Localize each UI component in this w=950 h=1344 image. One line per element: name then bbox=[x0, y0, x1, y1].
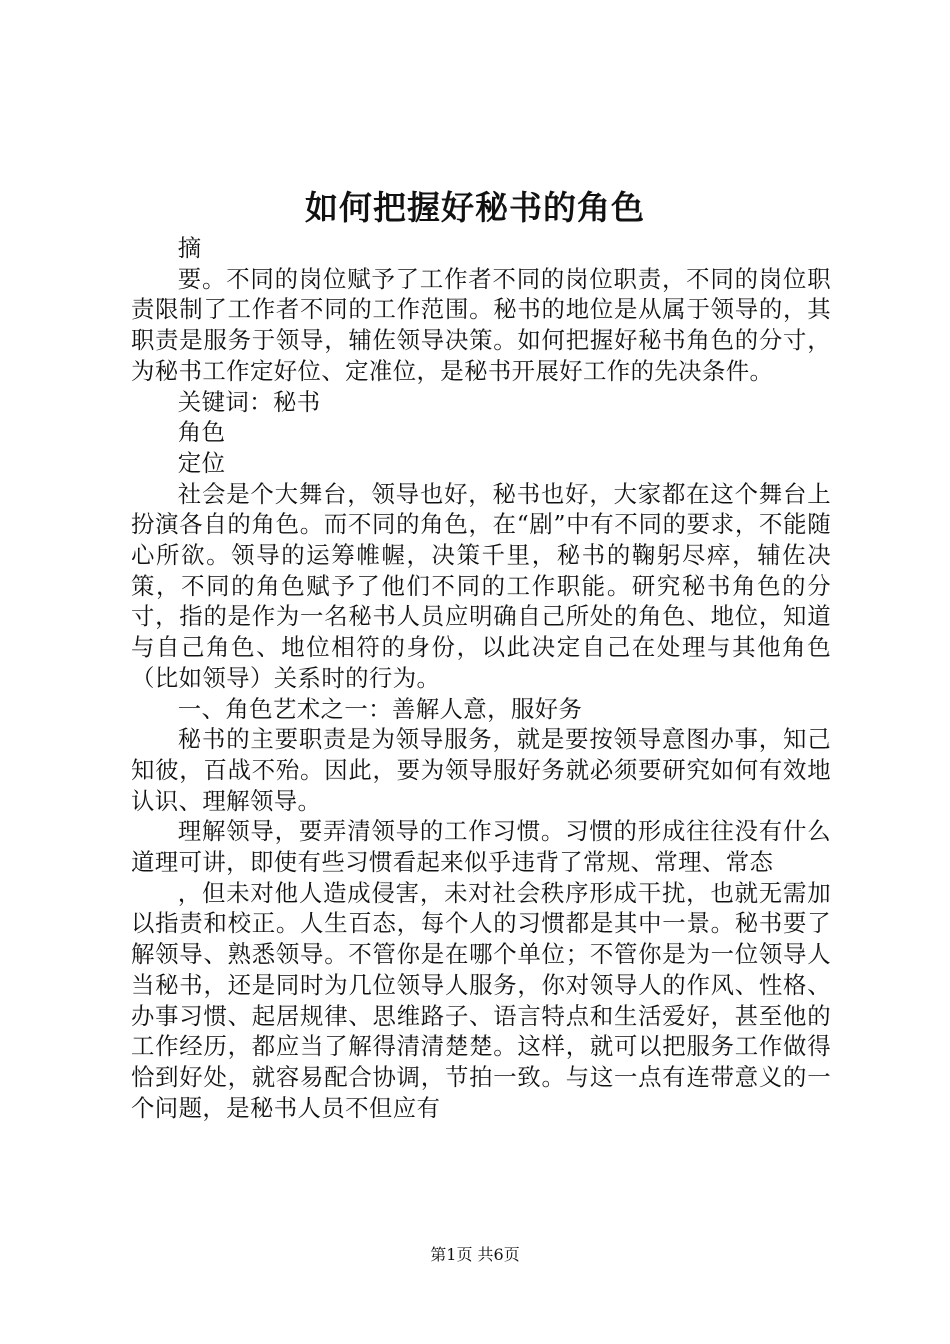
section-heading: 一、角色艺术之一：善解人意，服好务 bbox=[177, 694, 583, 723]
keyword-position: 定位 bbox=[177, 448, 226, 477]
body-paragraph: 社会是个大舞台，领导也好，秘书也好，大家都在这个舞台上扮演各自的角色。而不同的角色，在“剧”中有不同的要求，不能随心所欲。领导的运筹帷幄，决策千里，秘书的鞠躬尽瘁，辅佐决策，不同的角色赋予了他们不同的工作职能。研究秘书角色的分寸，指的是作为一名秘书人员应明确自己所处的角色、地位，知道与自己角色、地位相符的身份，以此决定自己在处理与其他角色（比如领导）关系时的行为。 bbox=[131, 479, 831, 692]
document-title: 如何把握好秘书的角色 bbox=[305, 188, 645, 227]
abstract-label-paragraph: 摘 bbox=[177, 234, 202, 262]
keyword-role: 角色 bbox=[177, 418, 226, 447]
abstract-paragraph: 要。不同的岗位赋予了工作者不同的岗位职责，不同的岗位职责限制了工作者不同的工作范围。秘书的地位是从属于领导的，其职责是服务于领导，辅佐领导决策。如何把握好秘书角色的分寸，为秘书工作定好位、定准位，是秘书开展好工作的先决条件。 bbox=[131, 264, 831, 385]
page-footer: 第1页 共6页 bbox=[430, 1245, 520, 1264]
document-body bbox=[131, 233, 831, 1123]
body-paragraph: 秘书的主要职责是为领导服务，就是要按领导意图办事，知己知彼，百战不殆。因此，要为领导服好务就必须要研究如何有效地认识、理解领导。 bbox=[131, 725, 831, 815]
body-paragraph: ，但未对他人造成侵害，未对社会秩序形成干扰，也就无需加以指责和校正。人生百态，每个人的习惯都是其中一景。秘书要了解领导、熟悉领导。不管你是在哪个单位；不管你是为一位领导人当秘书，还是同时为几位领导人服务，你对领导人的作风、性格、办事习惯、起居规律、思维路子、语言特点和生活爱好，甚至他的工作经历，都应当了解得清清楚楚。这样，就可以把服务工作做得恰到好处，就容易配合协调，节拍一致。与这一点有连带意义的一个问题，是秘书人员不但应有 bbox=[131, 878, 831, 1122]
keywords-paragraph: 关键词：秘书 bbox=[177, 387, 321, 416]
body-paragraph: 理解领导，要弄清领导的工作习惯。习惯的形成往往没有什么道理可讲，即使有些习惯看起来似乎违背了常规、常理、常态 bbox=[131, 817, 831, 877]
